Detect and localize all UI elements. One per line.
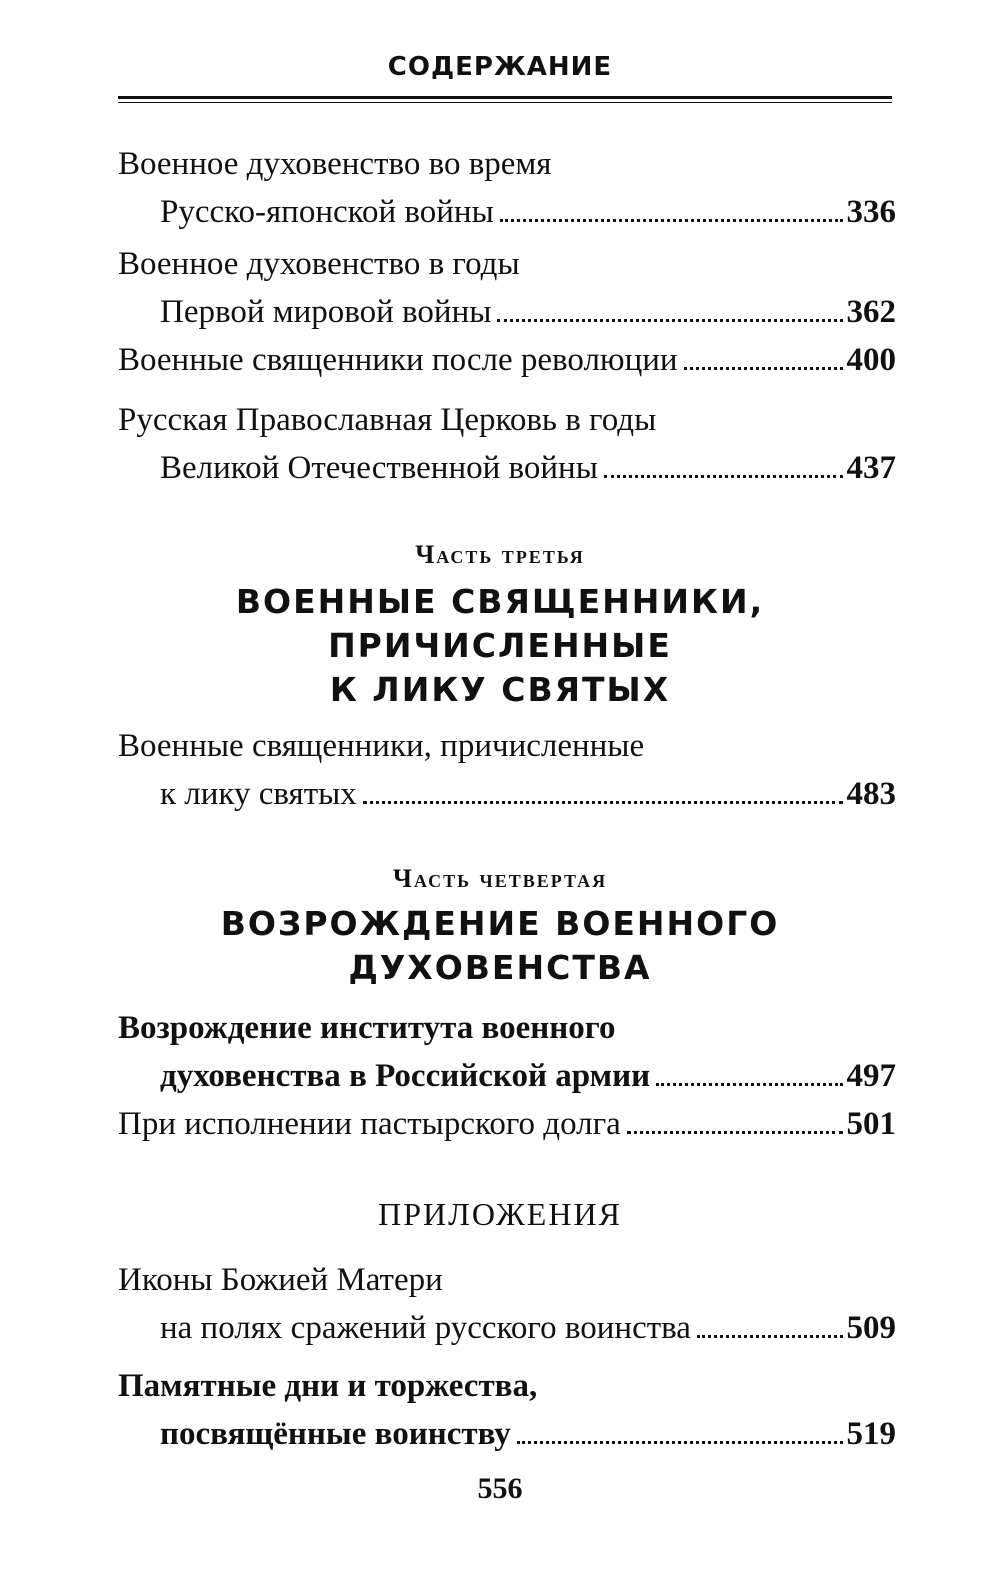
header-double-rule: [118, 96, 892, 103]
toc-entry-title-line1: Иконы Божией Матери: [118, 1262, 443, 1298]
toc-entry-title-line1: Русская Православная Церковь в годы: [118, 402, 657, 438]
running-header: СОДЕРЖАНИЕ: [387, 52, 613, 82]
dot-leader: [656, 1083, 842, 1086]
toc-entry-page: 519: [846, 1416, 896, 1452]
toc-entry[interactable]: [118, 722, 896, 818]
dot-leader: [363, 801, 843, 804]
page-number: 556: [477, 1472, 523, 1505]
dot-leader: [697, 1335, 843, 1338]
toc-entry-page: 336: [846, 194, 896, 230]
toc-entry-title-line1: Военное духовенство во время: [118, 146, 552, 182]
toc-entry-title-line1: Памятные дни и торжества,: [118, 1368, 538, 1404]
toc-entry-title-line1: Возрождение института военного: [118, 1010, 616, 1046]
dot-leader: [517, 1441, 843, 1444]
toc-entry[interactable]: [118, 140, 896, 236]
part-title: [0, 902, 1000, 990]
toc-entry[interactable]: [118, 336, 896, 384]
part-label: Часть третья: [415, 540, 585, 569]
toc-entry-title: Военные священники после революции: [118, 342, 678, 378]
toc-entry-page: 497: [846, 1058, 896, 1094]
toc-entry[interactable]: [118, 396, 896, 492]
toc-entry-page: 400: [846, 342, 896, 378]
toc-entry-title-line2: Русско-японской войны: [160, 194, 494, 230]
toc-entry-title-line1: Военное духовенство в годы: [118, 246, 520, 282]
toc-entry-title-line2: посвящённые воинству: [160, 1416, 511, 1452]
part-title-line: ПРИЧИСЛЕННЫЕ: [328, 626, 672, 665]
toc-entry-title: При исполнении пастырского долга: [118, 1106, 621, 1142]
dot-leader: [684, 367, 843, 370]
toc-entry[interactable]: [118, 240, 896, 336]
part-label: Часть четвертая: [392, 864, 608, 893]
dot-leader: [627, 1131, 843, 1134]
dot-leader: [497, 319, 842, 322]
toc-entry-title-line2: Великой Отечественной войны: [160, 450, 598, 486]
toc-entry-title-line2: Первой мировой войны: [160, 294, 492, 330]
toc-entry-title-line1: Военные священники, причисленные: [118, 728, 645, 764]
part-title-line: ВОЕННЫЕ СВЯЩЕННИКИ,: [235, 582, 765, 621]
toc-entry[interactable]: [118, 1362, 896, 1458]
part-title-line: ДУХОВЕНСТВА: [348, 948, 652, 987]
dot-leader: [604, 475, 843, 478]
toc-entry-title-line2: духовенства в Российской армии: [160, 1058, 651, 1094]
dot-leader: [500, 219, 843, 222]
toc-entry-page: 437: [846, 450, 896, 486]
toc-entry-page: 362: [846, 294, 896, 330]
toc-entry-page: 483: [846, 776, 896, 812]
toc-entry-title-line2: к лику святых: [160, 776, 357, 812]
part-title-line: ВОЗРОЖДЕНИЕ ВОЕННОГО: [220, 904, 780, 943]
part-title-line: К ЛИКУ СВЯТЫХ: [329, 670, 671, 709]
toc-entry[interactable]: [118, 1100, 896, 1148]
toc-entry-page: 509: [846, 1310, 896, 1346]
toc-entry[interactable]: [118, 1256, 896, 1352]
toc-entry-page: 501: [846, 1106, 896, 1142]
part-title: [0, 580, 1000, 712]
toc-entry[interactable]: [118, 1004, 896, 1100]
appendices-title: ПРИЛОЖЕНИЯ: [378, 1196, 622, 1232]
toc-entry-title-line2: на полях сражений русского воинства: [160, 1310, 691, 1346]
